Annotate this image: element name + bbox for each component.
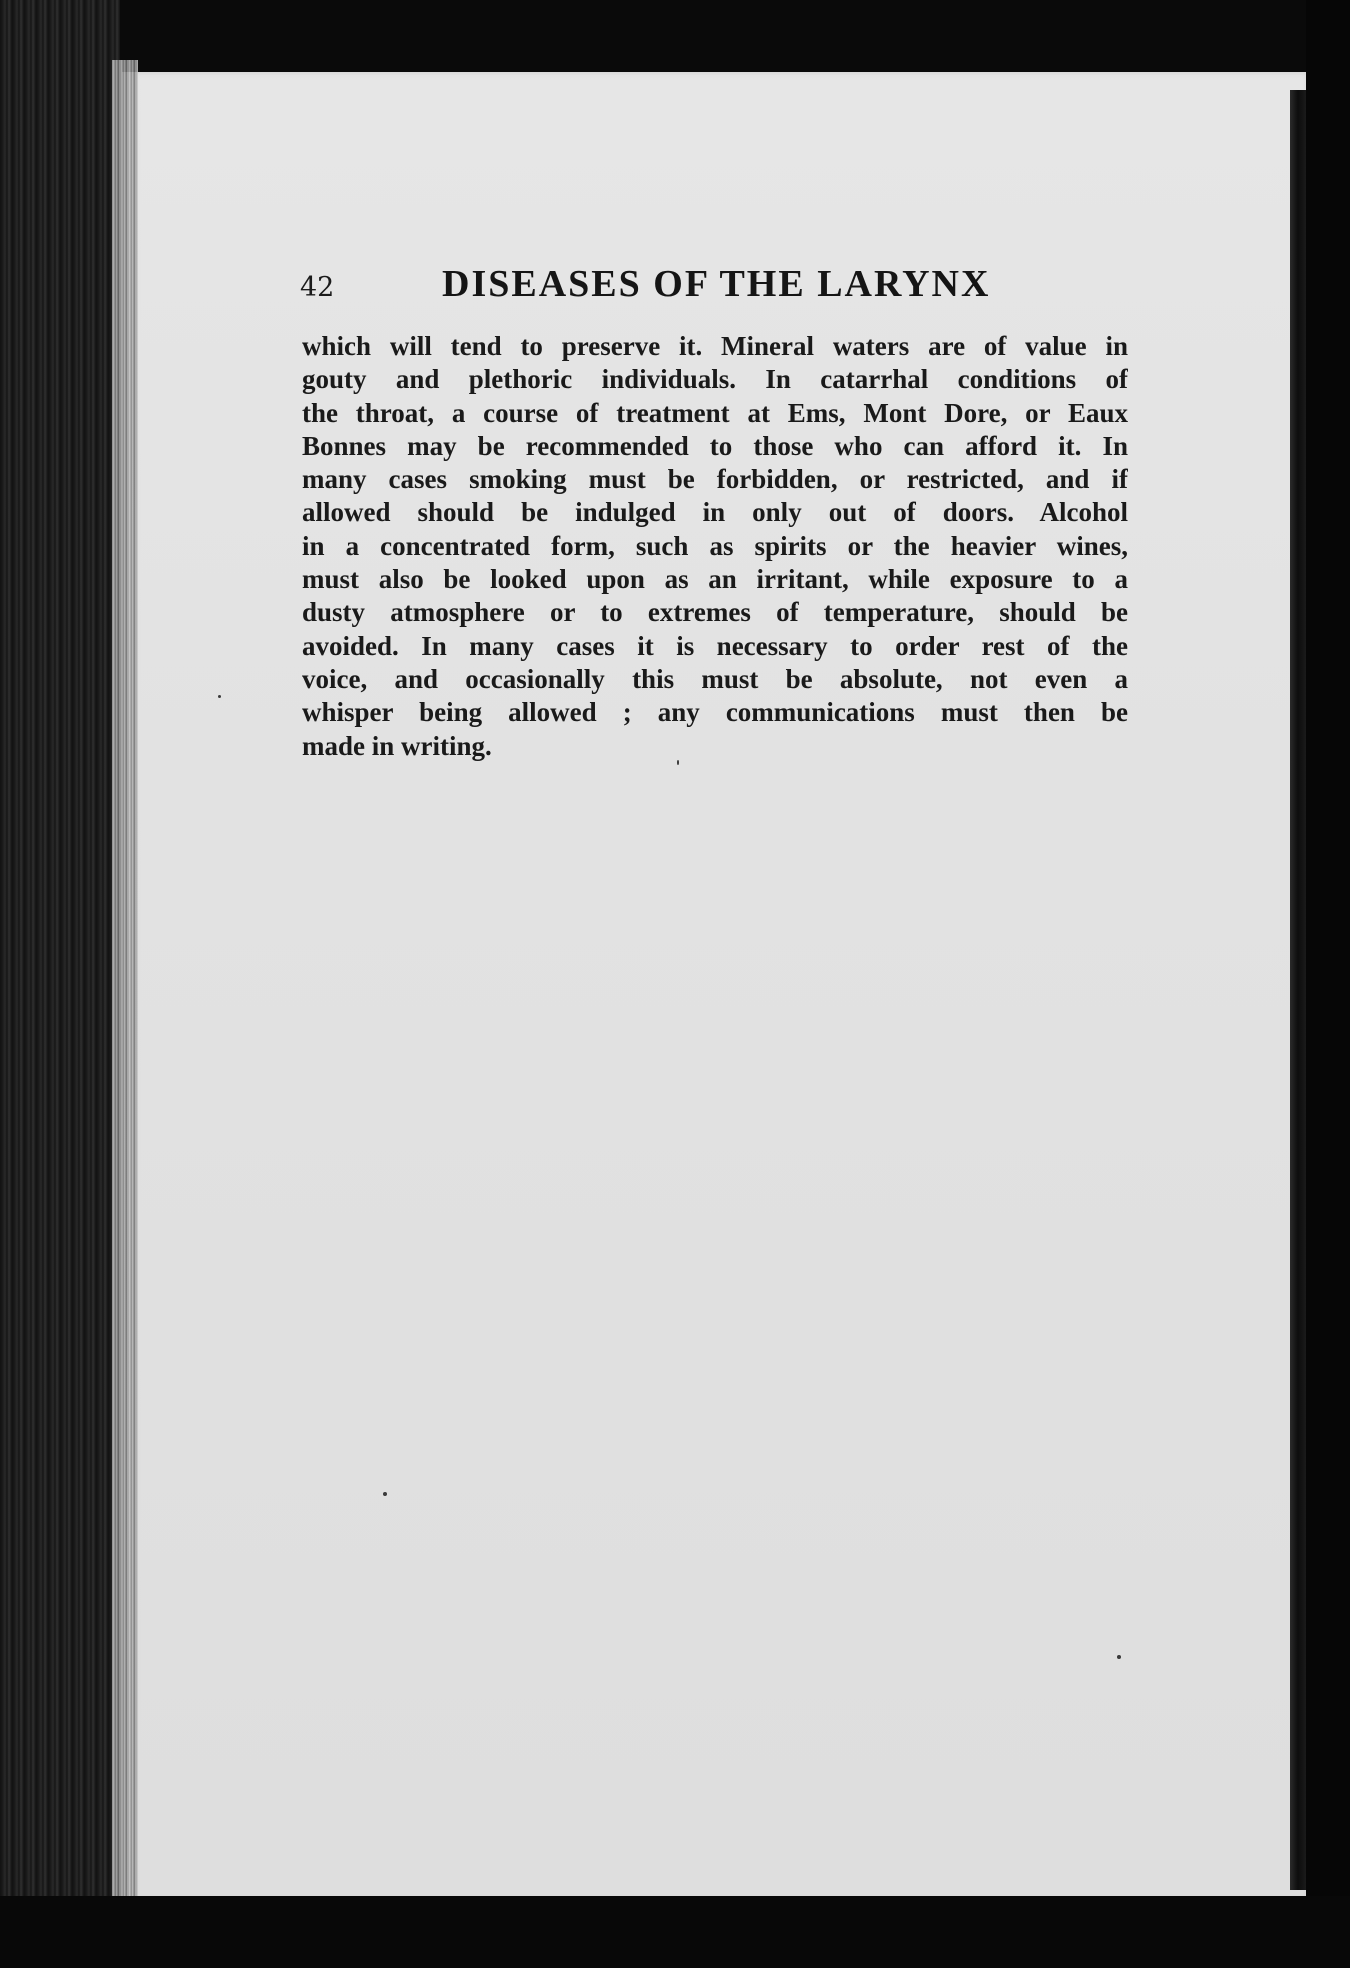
scan-speck (1117, 1655, 1121, 1659)
page-number: 42 (300, 272, 335, 303)
body-text (302, 330, 1128, 763)
text-line: avoided. In many cases it is necessary to order rest of the (302, 630, 1128, 661)
text-line: whisper being allowed ; any communications must then be (302, 697, 1128, 728)
right-page-edge (1290, 90, 1306, 1890)
scan-speck (383, 1492, 387, 1496)
text-line: dusty atmosphere or to extremes of temperature, should be (302, 597, 1128, 628)
text-line: made in writing. (302, 730, 492, 761)
text-line: many cases smoking must be forbidden, or restricted, and if (302, 464, 1128, 495)
text-line: gouty and plethoric individuals. In catarrhal conditions of (302, 364, 1128, 395)
running-head (300, 262, 1130, 312)
text-line: which will tend to preserve it. Mineral waters are of value in (302, 331, 1128, 361)
text-line: must also be looked upon as an irritant, while exposure to a (302, 564, 1128, 595)
scan-speck (218, 695, 221, 698)
left-binding-shadow (0, 0, 120, 1968)
running-title: DISEASES OF THE LARYNX (442, 263, 991, 305)
bottom-scan-border (0, 1896, 1350, 1968)
left-page-edges (112, 60, 138, 1910)
text-line: the throat, a course of treatment at Ems, Mont Dore, or Eaux (302, 397, 1128, 428)
text-line: allowed should be indulged in only out of doors. Alcohol (302, 497, 1128, 528)
text-line: voice, and occasionally this must be absolute, not even a (302, 663, 1128, 694)
text-line: in a concentrated form, such as spirits or the heavier wines, (302, 530, 1128, 561)
text-line: Bonnes may be recommended to those who can afford it. In (302, 430, 1128, 461)
right-binding-shadow (1306, 0, 1350, 1968)
